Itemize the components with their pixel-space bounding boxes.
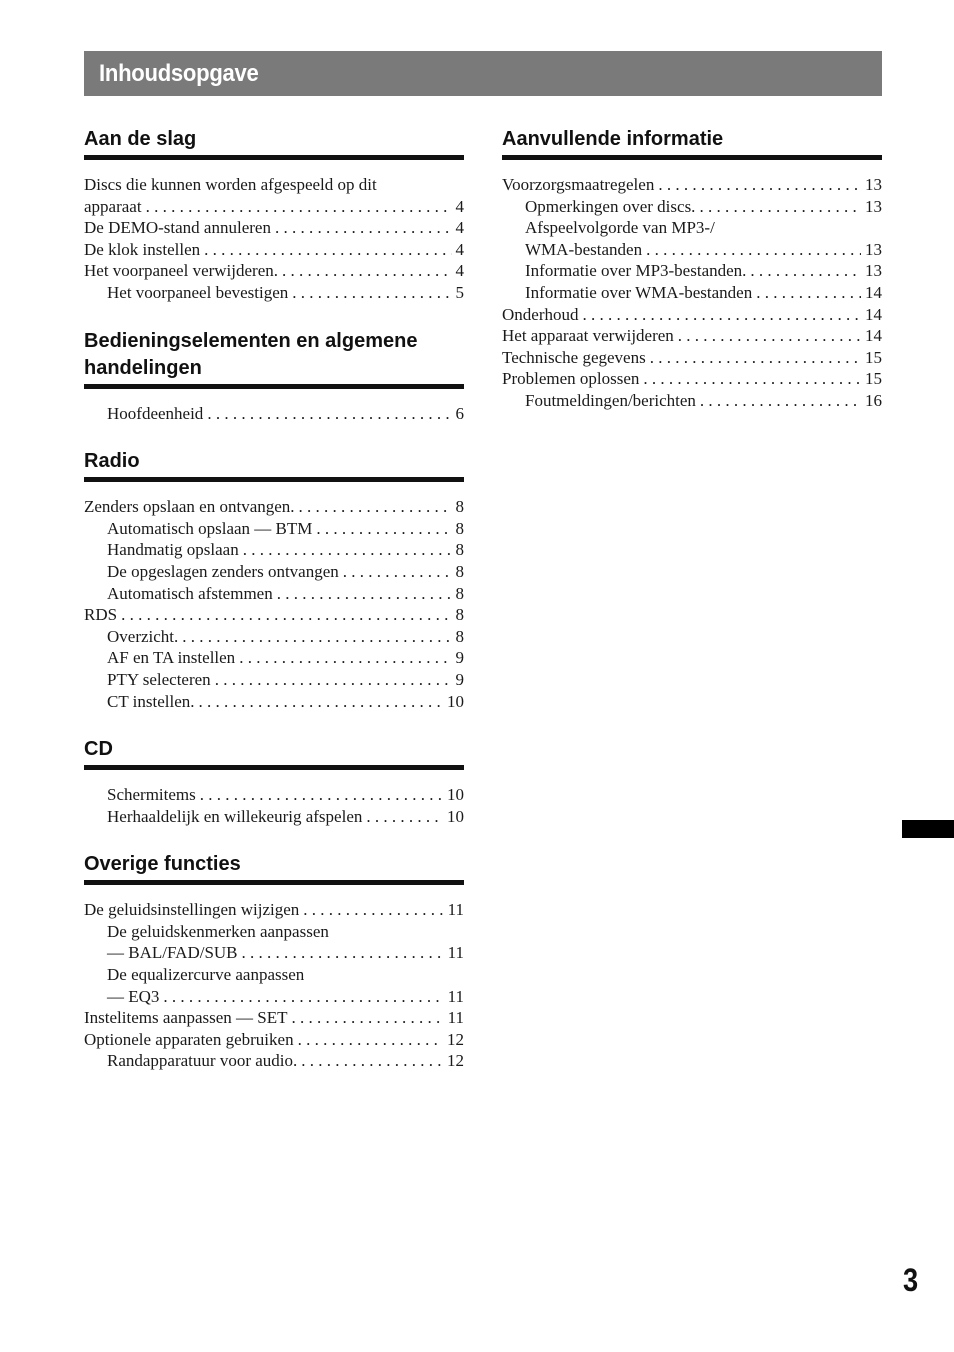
toc-entry[interactable] [502, 347, 882, 369]
dot-leader [700, 390, 861, 412]
toc-entry-list [84, 885, 464, 1072]
page-title: Inhoudsopgave [99, 59, 259, 87]
toc-entry-page: 15 [865, 347, 882, 367]
toc-entry[interactable] [502, 260, 882, 282]
dot-leader [299, 496, 452, 518]
dot-leader [275, 217, 452, 239]
toc-entry-title: Overzicht. [107, 626, 179, 646]
toc-entry[interactable] [502, 282, 882, 304]
dot-leader [199, 691, 443, 713]
toc-section-radio [84, 448, 464, 712]
toc-entry-title: — EQ3 [107, 986, 160, 1006]
dot-leader [207, 403, 451, 425]
toc-entry-page: 8 [455, 605, 464, 625]
toc-entry-page: 14 [865, 282, 882, 302]
dot-leader [215, 669, 452, 691]
toc-entry-page: 6 [455, 403, 464, 423]
toc-entry-title: Automatisch opslaan — BTM [107, 518, 313, 538]
dot-leader [678, 325, 861, 347]
toc-entry-page: 12 [447, 1029, 464, 1049]
toc-entry-title: Technische gegevens [502, 347, 646, 367]
toc-entry-page: 5 [455, 282, 464, 302]
toc-entry[interactable] [84, 1007, 464, 1029]
toc-entry[interactable] [84, 604, 464, 626]
toc-entry-title: RDS [84, 605, 118, 625]
section-heading: Aan de slag [84, 126, 464, 160]
toc-entry-title: Herhaaldelijk en willekeurig afspelen [107, 806, 363, 826]
dot-leader [163, 986, 443, 1008]
toc-entry-page: 14 [865, 326, 882, 346]
toc-entry-title: Schermitems [107, 785, 196, 805]
dot-leader [658, 174, 861, 196]
toc-entry[interactable] [84, 260, 464, 282]
toc-entry[interactable] [84, 282, 464, 304]
toc-entry[interactable] [84, 217, 464, 239]
toc-entry-page: 8 [455, 583, 464, 603]
toc-entry[interactable] [84, 626, 464, 648]
toc-entry[interactable] [84, 239, 464, 261]
toc-entry[interactable] [84, 942, 464, 964]
toc-entry-title: Het voorpaneel verwijderen. [84, 261, 278, 281]
toc-section-aanvullende-informatie [502, 126, 882, 412]
dot-leader [292, 282, 451, 304]
toc-entry-page: 15 [865, 369, 882, 389]
toc-section-cd [84, 736, 464, 827]
toc-entry[interactable] [84, 921, 464, 943]
toc-entry[interactable] [502, 174, 882, 196]
section-heading: Radio [84, 448, 464, 482]
toc-entry-title: apparaat [84, 196, 142, 216]
toc-entry-page: 4 [455, 239, 464, 259]
toc-entry-title: Het apparaat verwijderen [502, 326, 674, 346]
toc-entry-title: Foutmeldingen/berichten [525, 390, 696, 410]
toc-section-overige-functies [84, 851, 464, 1072]
dot-leader [292, 1007, 444, 1029]
toc-entry-list [502, 160, 882, 412]
toc-entry-title: Informatie over MP3-bestanden. [525, 261, 747, 281]
toc-entry-page: 11 [447, 943, 464, 963]
toc-entry-page: 11 [447, 900, 464, 920]
title-bar [84, 51, 882, 96]
toc-entry-list [84, 160, 464, 304]
toc-entry[interactable] [84, 539, 464, 561]
dot-leader [582, 304, 861, 326]
toc-entry-page: 8 [455, 518, 464, 538]
toc-entry-page: 10 [447, 691, 464, 711]
dot-leader [650, 347, 861, 369]
dot-leader [282, 260, 452, 282]
toc-entry-title: Discs die kunnen worden afgespeeld op dit [84, 175, 377, 194]
toc-entry-title: Informatie over WMA-bestanden [525, 282, 753, 302]
toc-entry-title: De opgeslagen zenders ontvangen [107, 561, 339, 581]
toc-entry-page: 14 [865, 304, 882, 324]
toc-entry-list [84, 482, 464, 712]
toc-entry-page: 9 [455, 648, 464, 668]
toc-entry[interactable] [502, 217, 882, 239]
toc-entry[interactable] [84, 806, 464, 828]
toc-entry[interactable] [502, 368, 882, 390]
dot-leader [343, 561, 452, 583]
toc-entry-page: 4 [455, 196, 464, 216]
toc-entry-title: CT instellen. [107, 691, 195, 711]
toc-entry-page: 8 [455, 497, 464, 517]
dot-leader [699, 196, 861, 218]
toc-entry-page: 4 [455, 218, 464, 238]
toc-entry-title: Het voorpaneel bevestigen [107, 282, 289, 302]
toc-entry[interactable] [84, 174, 464, 196]
toc-entry[interactable] [502, 239, 882, 261]
dot-leader [316, 518, 451, 540]
toc-entry-list [84, 389, 464, 425]
toc-entry[interactable] [84, 964, 464, 986]
section-heading: Bedieningselementen en algemene handelingen [84, 328, 464, 389]
dot-leader [756, 282, 861, 304]
dot-leader [301, 1050, 443, 1072]
toc-entry-title: WMA-bestanden [525, 239, 643, 259]
toc-entry[interactable] [84, 583, 464, 605]
dot-leader [243, 539, 452, 561]
toc-entry-title: De DEMO-stand annuleren [84, 218, 271, 238]
toc-entry[interactable] [84, 1029, 464, 1051]
toc-entry-page: 13 [865, 261, 882, 281]
dot-leader [298, 1029, 443, 1051]
toc-entry[interactable] [84, 647, 464, 669]
dot-leader [200, 784, 443, 806]
toc-entry-title: Voorzorgsmaatregelen [502, 175, 655, 194]
toc-entry-page: 12 [447, 1051, 464, 1071]
toc-entry[interactable] [84, 1050, 464, 1072]
toc-entry-list [84, 770, 464, 827]
toc-entry-page: 13 [865, 239, 882, 259]
toc-entry[interactable] [84, 784, 464, 806]
toc-entry-page: 11 [447, 1008, 464, 1028]
toc-section-bedieningselementen-en-algemene-handelingen [84, 328, 464, 425]
toc-entry-title: PTY selecteren [107, 669, 211, 689]
toc-entry-title: De geluidskenmerken aanpassen [107, 921, 329, 941]
toc-entry[interactable] [84, 518, 464, 540]
toc-entry-page: 10 [447, 806, 464, 826]
toc-entry-title: Zenders opslaan en ontvangen. [84, 497, 295, 517]
toc-entry-page: 8 [455, 626, 464, 646]
dot-leader [643, 368, 861, 390]
toc-entry[interactable] [84, 691, 464, 713]
toc-entry-page: 8 [455, 540, 464, 560]
dot-leader [182, 626, 451, 648]
toc-entry[interactable] [502, 325, 882, 347]
toc-entry-page: 11 [447, 986, 464, 1006]
toc-entry-title: Handmatig opslaan [107, 540, 239, 560]
toc-entry-title: Instelitems aanpassen — SET [84, 1008, 288, 1028]
dot-leader [121, 604, 451, 626]
toc-entry[interactable] [502, 196, 882, 218]
toc-entry[interactable] [84, 669, 464, 691]
toc-entry-page: 4 [455, 261, 464, 281]
dot-leader [366, 806, 443, 828]
section-heading: CD [84, 736, 464, 770]
toc-entry-title: Automatisch afstemmen [107, 583, 273, 603]
toc-entry-title: Randapparatuur voor audio. [107, 1051, 298, 1071]
language-side-tab [902, 820, 954, 838]
page-number: 3 [903, 1262, 919, 1298]
dot-leader [146, 196, 452, 218]
toc-entry[interactable] [84, 899, 464, 921]
toc-entry[interactable] [502, 390, 882, 412]
toc-entry[interactable] [84, 496, 464, 518]
toc-entry-page: 13 [865, 175, 882, 194]
toc-entry[interactable] [84, 561, 464, 583]
toc-left-column [84, 126, 464, 1096]
toc-entry-title: Optionele apparaten gebruiken [84, 1029, 294, 1049]
toc-entry-title: — BAL/FAD/SUB [107, 943, 238, 963]
toc-entry-title: AF en TA instellen [107, 648, 236, 668]
toc-entry[interactable] [502, 304, 882, 326]
toc-entry-page: 10 [447, 785, 464, 805]
toc-entry-page: 8 [455, 561, 464, 581]
toc-entry-page: 16 [865, 390, 882, 410]
toc-entry-title: De geluidsinstellingen wijzigen [84, 900, 300, 920]
section-heading: Overige functies [84, 851, 464, 885]
toc-entry-title: Afspeelvolgorde van MP3-/ [525, 218, 715, 238]
dot-leader [204, 239, 451, 261]
toc-entry-page: 13 [865, 196, 882, 216]
toc-entry[interactable] [84, 403, 464, 425]
toc-entry[interactable] [84, 196, 464, 218]
dot-leader [239, 647, 451, 669]
toc-section-aan-de-slag [84, 126, 464, 304]
toc-right-column [502, 126, 882, 436]
dot-leader [277, 583, 452, 605]
toc-entry-title: Onderhoud [502, 304, 579, 324]
toc-entry-page: 9 [455, 669, 464, 689]
dot-leader [750, 260, 861, 282]
dot-leader [646, 239, 861, 261]
dot-leader [303, 899, 443, 921]
dot-leader [242, 942, 444, 964]
toc-entry-title: De equalizercurve aanpassen [107, 965, 305, 985]
toc-entry-title: Opmerkingen over discs. [525, 196, 696, 216]
section-heading: Aanvullende informatie [502, 126, 882, 160]
toc-entry-title: De klok instellen [84, 239, 201, 259]
toc-entry-title: Problemen oplossen [502, 369, 640, 389]
toc-entry-title: Hoofdeenheid [107, 403, 204, 423]
toc-entry[interactable] [84, 986, 464, 1008]
